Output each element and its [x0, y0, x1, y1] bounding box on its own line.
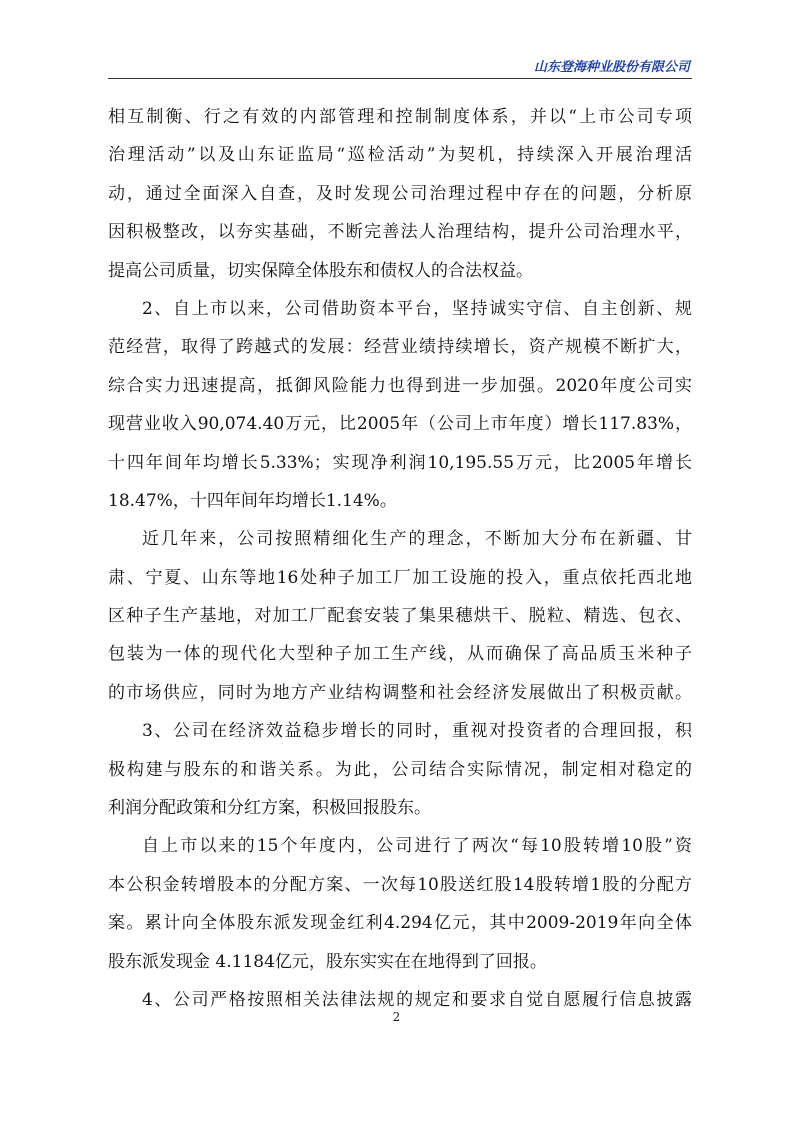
text-line: 18.47%，十四年间年均增长1.14%。 [108, 490, 397, 511]
text-line: 自上市以来的15个年度内，公司进行了两次“每10股转增10股”资 [142, 836, 692, 857]
text-line: 肃、宁夏、山东等地16处种子加工厂加工设施的投入，重点依托西北地 [108, 567, 692, 588]
text-line: 提高公司质量，切实保障全体股东和债权人的合法权益。 [108, 260, 533, 281]
text-line: 4、公司严格按照相关法律法规的规定和要求自觉自愿履行信息披露 [142, 989, 692, 1010]
text-line: 3、公司在经济效益稳步增长的同时，重视对投资者的合理回报，积 [142, 721, 692, 742]
header-company-name: 山东登海种业股份有限公司 [533, 60, 690, 75]
text-line: 范经营，取得了跨越式的发展：经营业绩持续增长，资产规模不断扩大， [108, 337, 692, 358]
text-line: 利润分配政策和分红方案，积极回报股东。 [108, 798, 431, 819]
text-line: 动，通过全面深入自查，及时发现公司治理过程中存在的问题，分析原 [108, 183, 692, 204]
text-line: 本公积金转增股本的分配方案、一次每10股送红股14股转增1股的分配方 [108, 874, 692, 895]
page-number: 2 [392, 1010, 401, 1024]
text-line: 综合实力迅速提高，抵御风险能力也得到进一步加强。2020年度公司实 [108, 375, 692, 396]
text-line: 2、自上市以来，公司借助资本平台，坚持诚实守信、自主创新、规 [142, 298, 692, 319]
text-line: 治理活动”以及山东证监局“巡检活动”为契机，持续深入开展治理活 [108, 145, 692, 166]
text-line: 区种子生产基地，对加工厂配套安装了集果穗烘干、脱粒、精选、包衣、 [108, 606, 692, 627]
text-line: 股东派发现金 4.1184亿元，股东实实在在地得到了回报。 [108, 951, 547, 972]
text-line: 的市场供应，同时为地方产业结构调整和社会经济发展做出了积极贡献。 [108, 682, 692, 703]
body-text [108, 98, 692, 1019]
text-line: 案。累计向全体股东派发现金红利4.294亿元，其中2009-2019年向全体 [108, 913, 692, 934]
text-line: 极构建与股东的和谐关系。为此，公司结合实际情况，制定相对稳定的 [108, 759, 692, 780]
text-line: 现营业收入90,074.40万元，比2005年（公司上市年度）增长117.83%， [108, 414, 692, 435]
text-line: 相互制衡、行之有效的内部管理和控制制度体系，并以“上市公司专项 [108, 107, 692, 127]
text-line: 包装为一体的现代化大型种子加工生产线，从而确保了高品质玉米种子 [108, 644, 692, 665]
text-line: 十四年间年均增长5.33%；实现净利润10,195.55万元，比2005年增长 [108, 452, 692, 473]
text-line: 因积极整改，以夯实基础，不断完善法人治理结构，提升公司治理水平， [108, 222, 692, 243]
page-header [108, 56, 692, 79]
text-line: 近几年来，公司按照精细化生产的理念，不断加大分布在新疆、甘 [142, 529, 692, 550]
